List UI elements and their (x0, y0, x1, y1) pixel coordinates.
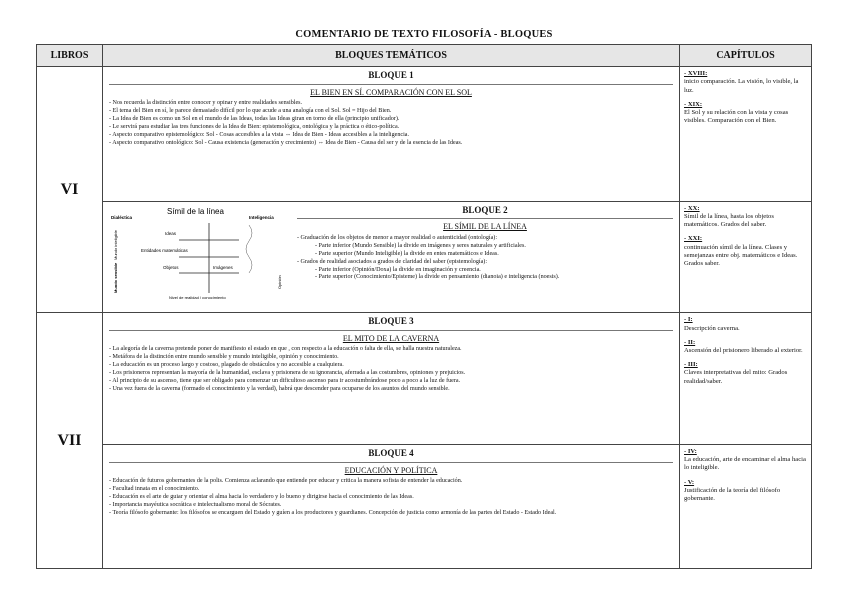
diagram-title: Símil de la línea (167, 206, 224, 216)
cap-text: Símil de la línea, hasta los objetos matemáticos. Grados del saber. (684, 213, 774, 229)
header-row (37, 45, 812, 67)
diagram-brace (246, 225, 252, 273)
header-capitulos: CAPÍTULOS (680, 45, 812, 67)
bloque-4-cell (103, 444, 680, 568)
diagram-bottom-label: Nivel de realidad / conocimiento (169, 294, 226, 300)
cap-entry (684, 316, 807, 332)
cap-entry (684, 361, 807, 386)
cap-number: - XIX: (684, 100, 703, 108)
diagram-label-right-top: Inteligencia (249, 214, 274, 220)
caps-bloque-3 (680, 313, 812, 445)
diagram-label-left-bottom: Mundo sensible (113, 262, 118, 293)
cap-text: La educación, arte de encaminar el alma hacia lo inteligible. (684, 456, 806, 472)
cap-number: - XXI: (684, 235, 703, 243)
list-item: - Teoría filósofo gobernante: los filósofos se encarguen del Estado y guíen a los productores y guardianes. Concepción de justicia como armonía de las partes del Estado - Estado Ideal. (109, 509, 557, 516)
bloque-2-title: BLOQUE 2 (297, 205, 673, 220)
list-item: - Facultad innata en el conocimiento. (109, 485, 200, 492)
cap-number: - II: (684, 338, 696, 346)
cap-entry (684, 479, 807, 504)
diagram-label-right-bottom: Opinión (277, 274, 282, 289)
cap-entry (684, 235, 807, 268)
cap-entry (684, 339, 807, 355)
bloque-3-list (109, 346, 673, 394)
cap-text: continuación símil de la línea. Clases y semejanzas entre obj. matemáticos e Ideas. Grados saber. (684, 243, 798, 268)
list-item: - Parte superior (Conocimiento/Episteme) la divide en pensamiento (dianoia) e inteligencia (noesis). (315, 274, 560, 281)
list-item: - La alegoría de la caverna pretende poner de manifiesto el estado en que , con respecto a la educación o falta de ella, se halla nuestra naturaleza. (109, 346, 462, 353)
bloque-4-title: BLOQUE 4 (109, 448, 673, 463)
diagram-label-left-mid: Mundo inteligible (113, 229, 118, 260)
bloque-2-list (297, 235, 673, 283)
bloques-table (36, 44, 812, 569)
list-item: - Graduación de los objetos de menor a mayor realidad o autenticidad (ontología): (297, 234, 498, 241)
list-item: - Parte superior (Mundo Inteligible) la divide en entes matemáticos e Ideas. (315, 250, 499, 257)
list-item: - La educación es un proceso largo y costoso, plagado de obstáculos y no accesible a cualquiera. (109, 362, 344, 369)
list-item: - Los prisioneros representan la mayoría de la humanidad, esclava y prisionera de su ignorancia, aferrada a las costumbres, opiniones y prejuicios. (109, 370, 466, 377)
bloque-3-title: BLOQUE 3 (109, 316, 673, 331)
bloque-4-list (109, 478, 673, 518)
list-item: - Importancia mayéutica socrática e intelectualismo moral de Sócrates. (109, 501, 282, 508)
bloque-3-cell (103, 313, 680, 445)
list-item: - El tema del Bien en sí, le parece demasiado difícil por lo que acude a una analogía con el Sol. Sol = Hijo del Bien. (109, 108, 392, 115)
row-bloque-3 (37, 313, 812, 445)
list-item: - Aspecto comparativo ontológico: Sol - Causa existencia (generación y crecimiento) ⇔ Idea de Bien - Causa del ser y de la esencia de las Ideas. (109, 139, 463, 146)
list-item: - Parte inferior (Opinión/Doxa) la divide en imaginación y creencia. (315, 266, 481, 273)
cap-text: Justificación de la teoría del filósofo gobernante. (684, 486, 781, 502)
cap-number: - XVIII: (684, 70, 708, 78)
bloque-1-cell (103, 67, 680, 202)
bloque-3-subtitle: EL MITO DE LA CAVERNA (342, 333, 440, 343)
list-item: - Parte inferior (Mundo Sensible) la divide en imágenes y seres naturales y artificiales. (315, 242, 526, 249)
bloque-1-subtitle: EL BIEN EN SÍ. COMPARACIÓN CON EL SOL (310, 87, 472, 97)
bloque-4-subtitle: EDUCACIÓN Y POLÍTICA (344, 465, 438, 475)
list-item: - Una vez fuera de la caverna (formado el conocimiento y la verdad), habrá que descender para ocuparse de los asuntos del mundo sensible. (109, 385, 450, 392)
diagram-row-3: Objetos (163, 264, 179, 270)
list-item: - Al principio de su ascenso, tiene que ser obligado para comenzar un dificultoso ascenso para ir acostumbrándose poco a poco a la luz de fuera. (109, 378, 461, 385)
caps-bloque-4 (680, 444, 812, 568)
bloque-1-list (109, 100, 673, 148)
cap-number: - XX: (684, 204, 700, 212)
list-item: - La Idea de Bien es como un Sol en el mundo de las Ideas, todas las Ideas giran en torno de ella (principio unificador). (109, 116, 400, 123)
document-title: COMENTARIO DE TEXTO FILOSOFÍA - BLOQUES (295, 29, 553, 40)
bloque-2-subtitle: EL SÍMIL DE LA LÍNEA (443, 222, 527, 232)
list-item: - Nos recuerda la distinción entre conocer y opinar y entre realidades sensibles. (109, 100, 303, 107)
list-item: - Educación es el arte de guiar y orientar el alma hacia lo verdadero y lo bueno y dirigirse hacia el conocimiento de las Ideas. (109, 493, 414, 500)
simil-linea-diagram (109, 205, 291, 301)
diagram-row-2: Entidades matemáticas (141, 247, 188, 253)
cap-text: Ascensión del prisionero liberado al exterior. (684, 347, 803, 354)
caps-bloque-1 (680, 67, 812, 202)
list-item: - Grados de realidad asociados a grados de claridad del saber (epistemología): (297, 258, 488, 265)
header-libros: LIBROS (37, 45, 103, 67)
cap-text: Claves interpretativas del mito: Grados realidad/saber. (684, 369, 788, 385)
cap-text: El Sol y su relación con la vista y cosas visibles. Comparación con el Bien. (684, 109, 789, 125)
cap-entry (684, 101, 807, 126)
cap-entry (684, 70, 807, 95)
list-item: - Educación de futuros gobernantes de la polis. Comienza aclarando que entiende por educar y critica la manera sofista de entender la educación. (109, 477, 463, 484)
bloque-2-content (297, 205, 673, 301)
diagram-row-4: Imágenes (213, 264, 233, 270)
cap-number: - I: (684, 316, 693, 324)
diagram-label-left-top: Dialéctica (111, 214, 133, 220)
header-bloques: BLOQUES TEMÁTICOS (103, 45, 680, 67)
book-vii: VII (37, 313, 103, 569)
book-vi: VI (37, 67, 103, 313)
cap-text: Descripción caverna. (684, 324, 740, 332)
diagram-row-1: Ideas (165, 230, 177, 236)
row-bloque-2 (37, 201, 812, 313)
cap-number: - IV: (684, 447, 697, 455)
cap-number: - III: (684, 361, 698, 369)
list-item: - Le servirá para estudiar las tres funciones de la Idea de Bien: epistemológica, ontológica y la práctica o ético-política. (109, 123, 400, 130)
cap-text: inicio comparación. La visión, lo visible, la luz. (684, 78, 799, 94)
list-item: - Metáfora de la distinción entre mundo sensible y mundo inteligible, opinión y conocimiento. (109, 354, 339, 361)
list-item: - Aspecto comparativo epistemológico: Sol - Cosas accesibles a la vista ⇔ Idea de Bien - Ideas accesibles a la inteligencia. (109, 131, 410, 138)
cap-entry (684, 205, 807, 230)
bloque-2-cell (103, 201, 680, 313)
cap-number: - V: (684, 478, 695, 486)
row-bloque-1 (37, 67, 812, 202)
cap-entry (684, 448, 807, 473)
row-bloque-4 (37, 444, 812, 568)
bloque-1-title: BLOQUE 1 (109, 70, 673, 85)
caps-bloque-2 (680, 201, 812, 313)
